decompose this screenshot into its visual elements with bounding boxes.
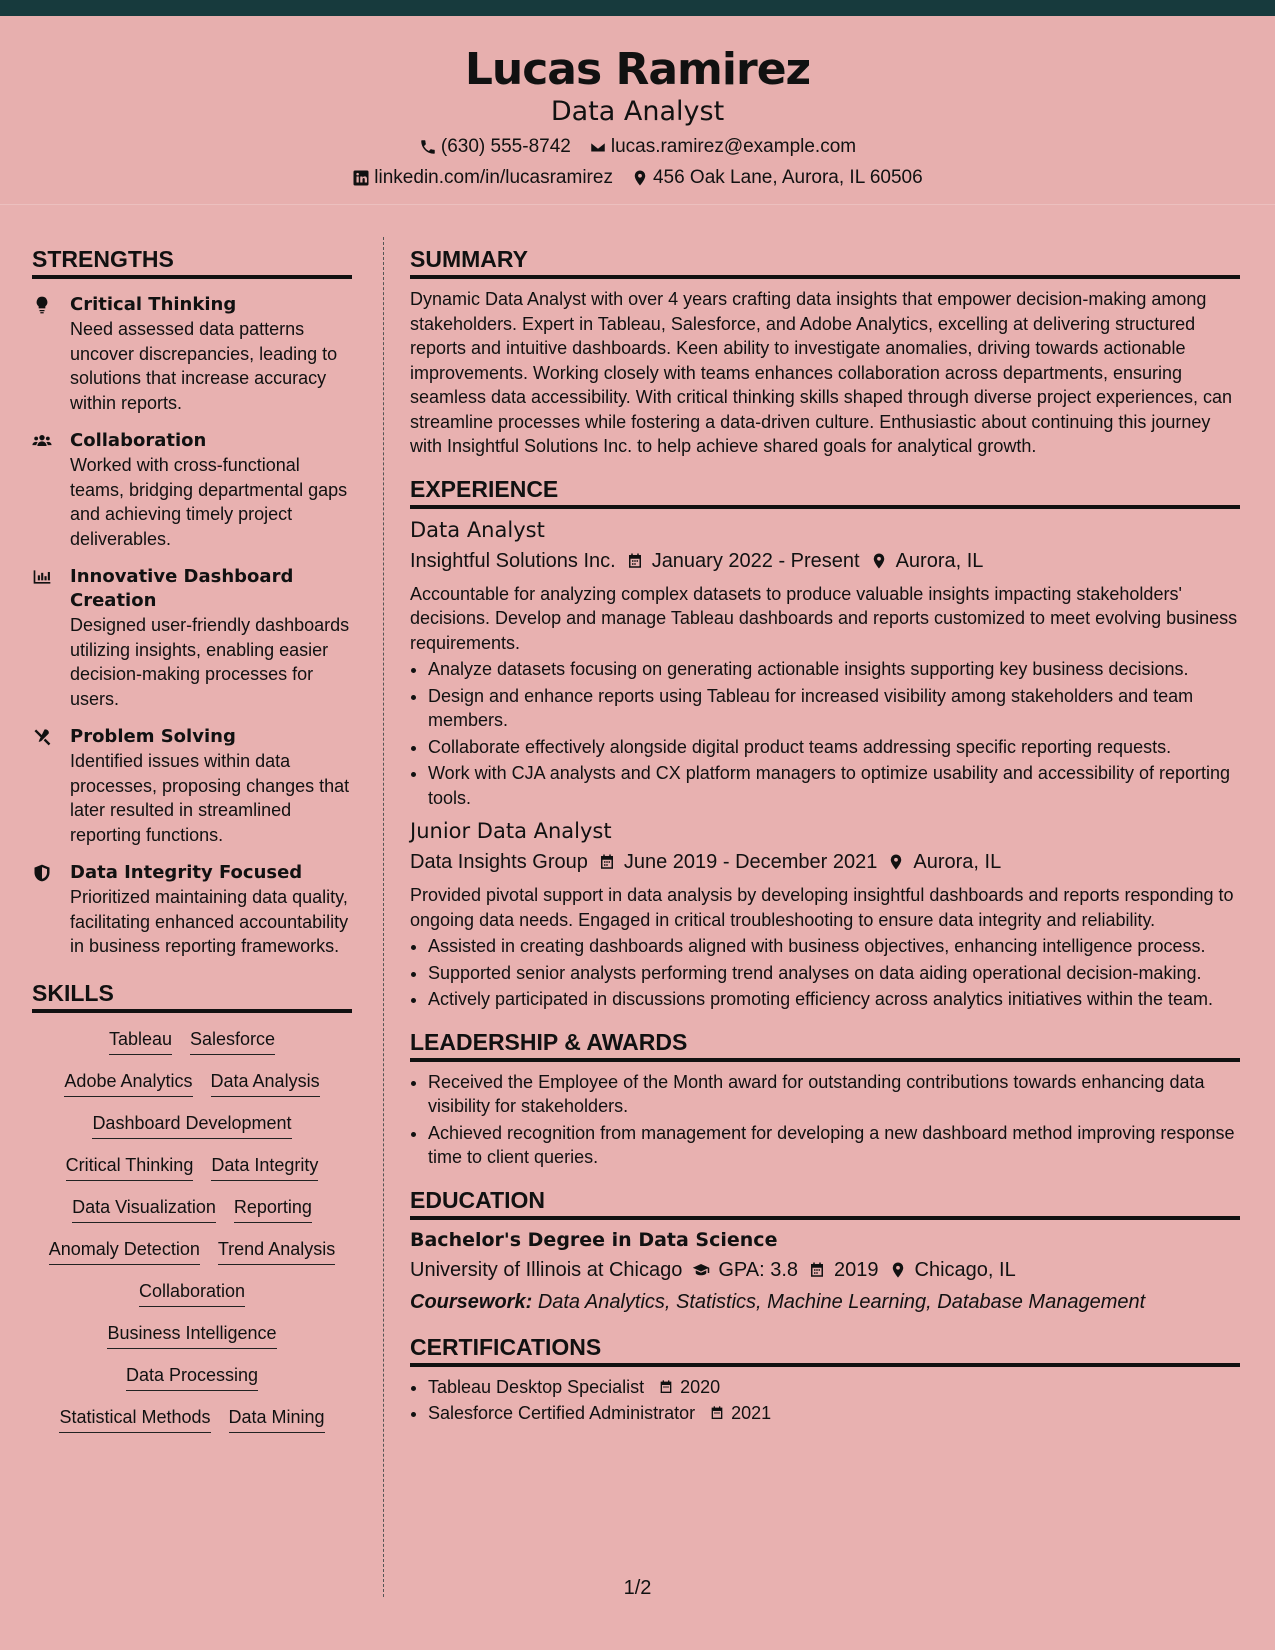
top-accent-bar <box>0 0 1275 16</box>
cert-name: • Tableau Desktop Specialist <box>428 1376 645 1397</box>
email-item[interactable] <box>589 135 856 159</box>
skill-tag: Anomaly Detection <box>49 1237 200 1265</box>
linkedin-item[interactable] <box>352 166 613 190</box>
coursework <box>410 1289 1240 1315</box>
tools-icon <box>32 727 52 747</box>
skill-row <box>32 1363 352 1391</box>
candidate-title: Data Analyst <box>550 96 725 127</box>
coursework-list: Data Analytics, Statistics, Machine Learning, Database Management <box>537 1290 1146 1313</box>
skill-tag: Reporting <box>234 1195 312 1223</box>
strength-item <box>32 293 352 415</box>
users-icon <box>32 431 52 451</box>
page-number: 1/2 <box>623 1577 652 1599</box>
job-dates: January 2022 - Present <box>651 549 860 572</box>
left-column <box>32 245 352 1433</box>
job-meta <box>410 849 1240 875</box>
linkedin-icon <box>352 169 370 187</box>
bullet-item: • Collaborate effectively alongside digital product teams addressing specific reporting requests. <box>428 735 1240 760</box>
certifications-list <box>410 1375 1240 1426</box>
linkedin-text: linkedin.com/in/lucasramirez <box>374 167 613 188</box>
education-heading: EDUCATION <box>410 1186 1240 1220</box>
education-meta <box>410 1257 1240 1283</box>
bullet-item: • Assisted in creating dashboards aligned with business objectives, enhancing intelligence process. <box>428 934 1240 959</box>
strength-item <box>32 725 352 847</box>
skill-row <box>32 1153 352 1181</box>
cert-year: 2020 <box>680 1376 721 1397</box>
leadership-heading: LEADERSHIP & AWARDS <box>410 1028 1240 1062</box>
map-pin-icon <box>889 1261 907 1279</box>
phone-icon <box>419 138 437 156</box>
skill-tag: Salesforce <box>190 1027 275 1055</box>
cert-year: 2021 <box>731 1403 772 1423</box>
skill-tag: Adobe Analytics <box>64 1069 192 1097</box>
cert-name: • Salesforce Certified Administrator <box>428 1403 696 1423</box>
strength-item <box>32 565 352 711</box>
chart-bar-icon <box>32 567 52 587</box>
email-text: lucas.ramirez@example.com <box>610 136 857 157</box>
job-entry <box>410 818 1240 1012</box>
skill-row <box>32 1279 352 1307</box>
strength-desc: Prioritized maintaining data quality, facilitating enhanced accountability in business reporting frameworks. <box>70 887 349 956</box>
job-bullets <box>410 934 1240 1012</box>
map-pin-icon <box>631 169 649 187</box>
candidate-name: Lucas Ramirez <box>464 44 811 95</box>
right-column <box>410 245 1240 1428</box>
strength-title: Collaboration <box>70 430 207 451</box>
address-text: 456 Oak Lane, Aurora, IL 60506 <box>652 167 923 188</box>
map-pin-icon <box>887 853 905 871</box>
skill-tag: Data Visualization <box>72 1195 216 1223</box>
strength-title: Innovative Dashboard Creation <box>70 566 294 611</box>
coursework-label: Coursework: <box>410 1290 533 1313</box>
job-role: Data Analyst <box>410 517 545 542</box>
skill-tag: Trend Analysis <box>218 1237 335 1265</box>
skill-tag: Data Integrity <box>211 1153 318 1181</box>
calendar-icon <box>598 853 616 871</box>
leadership-bullets <box>410 1070 1240 1170</box>
column-divider <box>383 237 384 1597</box>
address-item <box>631 166 923 190</box>
calendar-icon <box>808 1261 826 1279</box>
contact-row-2 <box>0 166 1275 190</box>
skill-tag: Tableau <box>109 1027 172 1055</box>
skill-tag: Data Processing <box>126 1363 258 1391</box>
bullet-item: • Work with CJA analysts and CX platform managers to optimize usability and accessibility of reporting tools. <box>428 761 1240 810</box>
job-location: Aurora, IL <box>895 549 984 572</box>
job-desc: Accountable for analyzing complex datasets to produce valuable insights impacting stakeholders' decisions. Develop and manage Tableau dashboards and reports customized to meet evolving business requirements. <box>410 583 1238 653</box>
phone-item[interactable] <box>419 135 571 159</box>
summary-heading: SUMMARY <box>410 245 1240 279</box>
skill-row <box>32 1237 352 1265</box>
job-company: Data Insights Group <box>410 851 588 873</box>
job-company: Insightful Solutions Inc. <box>410 549 616 572</box>
calendar-icon <box>709 1405 725 1421</box>
skill-tag: Dashboard Development <box>92 1111 291 1139</box>
job-meta <box>410 548 1240 574</box>
cert-item <box>428 1375 1240 1400</box>
bullet-item: • Actively participated in discussions promoting efficiency across analytics initiatives within the team. <box>428 987 1240 1012</box>
strength-title: Problem Solving <box>70 726 236 747</box>
strength-desc: Worked with cross-functional teams, bridging departmental gaps and achieving timely project deliverables. <box>70 455 348 549</box>
job-location: Aurora, IL <box>913 851 1002 873</box>
job-desc: Provided pivotal support in data analysis by developing insightful dashboards and reports responding to ongoing data needs. Engaged in critical troubleshooting to ensure data integrity and reliability. <box>410 885 1234 930</box>
skills-heading: SKILLS <box>32 979 352 1013</box>
shield-icon <box>32 863 52 883</box>
bullet-item: • Received the Employee of the Month award for outstanding contributions towards enhancing data visibility for stakeholders. <box>428 1070 1240 1119</box>
job-bullets <box>410 657 1240 810</box>
skill-row <box>32 1405 352 1433</box>
phone-text: (630) 555-8742 <box>440 136 571 157</box>
bullet-item: • Supported senior analysts performing trend analyses on data aiding operational decision-making. <box>428 961 1240 986</box>
strength-title: Data Integrity Focused <box>70 862 303 883</box>
job-entry <box>410 517 1240 811</box>
skill-row <box>32 1111 352 1139</box>
cert-item <box>428 1401 1240 1426</box>
bullet-item: • Design and enhance reports using Tableau for increased visibility among stakeholders and team members. <box>428 684 1240 733</box>
skill-tag: Collaboration <box>139 1279 245 1307</box>
skill-row <box>32 1321 352 1349</box>
degree-title: Bachelor's Degree in Data Science <box>410 1228 778 1251</box>
envelope-icon <box>589 138 607 156</box>
graduation-cap-icon <box>692 1261 710 1279</box>
skill-row <box>32 1027 352 1055</box>
skill-tag: Business Intelligence <box>107 1321 276 1349</box>
skill-tag: Statistical Methods <box>59 1405 210 1433</box>
job-role: Junior Data Analyst <box>410 819 612 843</box>
calendar-icon <box>658 1379 674 1395</box>
summary-text: Dynamic Data Analyst with over 4 years crafting data insights that empower decision-making among stakeholders. Expert in Tableau, Salesforce, and Adobe Analytics, excelling at delivering structured reports and intuitive dashboards. Keen ability to investigate anomalies, driving towards actionable improvements. Working closely with teams enhances collaboration across departments, ensuring seamless data accessibility. With critical thinking skills shaped through diverse project experiences, can streamline processes while fostering a data-driven culture. Enthusiastic about continuing this journey with Insightful Solutions Inc. to help achieve shared goals for analytical growth. <box>410 289 1233 456</box>
skill-row <box>32 1069 352 1097</box>
school-name: University of Illinois at Chicago <box>410 1258 683 1281</box>
map-pin-icon <box>870 552 888 570</box>
grad-year: 2019 <box>834 1258 879 1281</box>
skill-row <box>32 1195 352 1223</box>
certifications-heading: CERTIFICATIONS <box>410 1333 1240 1367</box>
job-dates: June 2019 - December 2021 <box>623 851 878 873</box>
skill-tag: Critical Thinking <box>66 1153 194 1181</box>
resume-header <box>0 16 1275 205</box>
school-location: Chicago, IL <box>914 1258 1016 1281</box>
skills-list <box>32 1027 352 1433</box>
strength-desc: Need assessed data patterns uncover discrepancies, leading to solutions that increase accuracy within reports. <box>70 319 338 413</box>
bullet-item: • Achieved recognition from management for developing a new dashboard method improving response time to client queries. <box>428 1121 1240 1170</box>
strength-desc: Identified issues within data processes, proposing changes that later resulted in streamlined reporting functions. <box>70 751 350 845</box>
strength-desc: Designed user-friendly dashboards utilizing insights, enabling easier decision-making processes for users. <box>70 615 350 709</box>
contact-row-1 <box>0 135 1275 159</box>
strength-title: Critical Thinking <box>70 294 237 315</box>
experience-heading: EXPERIENCE <box>410 475 1240 509</box>
strength-item <box>32 429 352 551</box>
bullet-item: • Analyze datasets focusing on generating actionable insights supporting key business decisions. <box>428 657 1240 682</box>
skill-tag: Data Analysis <box>211 1069 320 1097</box>
strengths-heading: STRENGTHS <box>32 245 352 279</box>
calendar-icon <box>626 552 644 570</box>
lightbulb-icon <box>32 295 52 315</box>
strength-item <box>32 861 352 959</box>
skill-tag: Data Mining <box>229 1405 325 1433</box>
gpa-text: GPA: 3.8 <box>718 1258 799 1281</box>
